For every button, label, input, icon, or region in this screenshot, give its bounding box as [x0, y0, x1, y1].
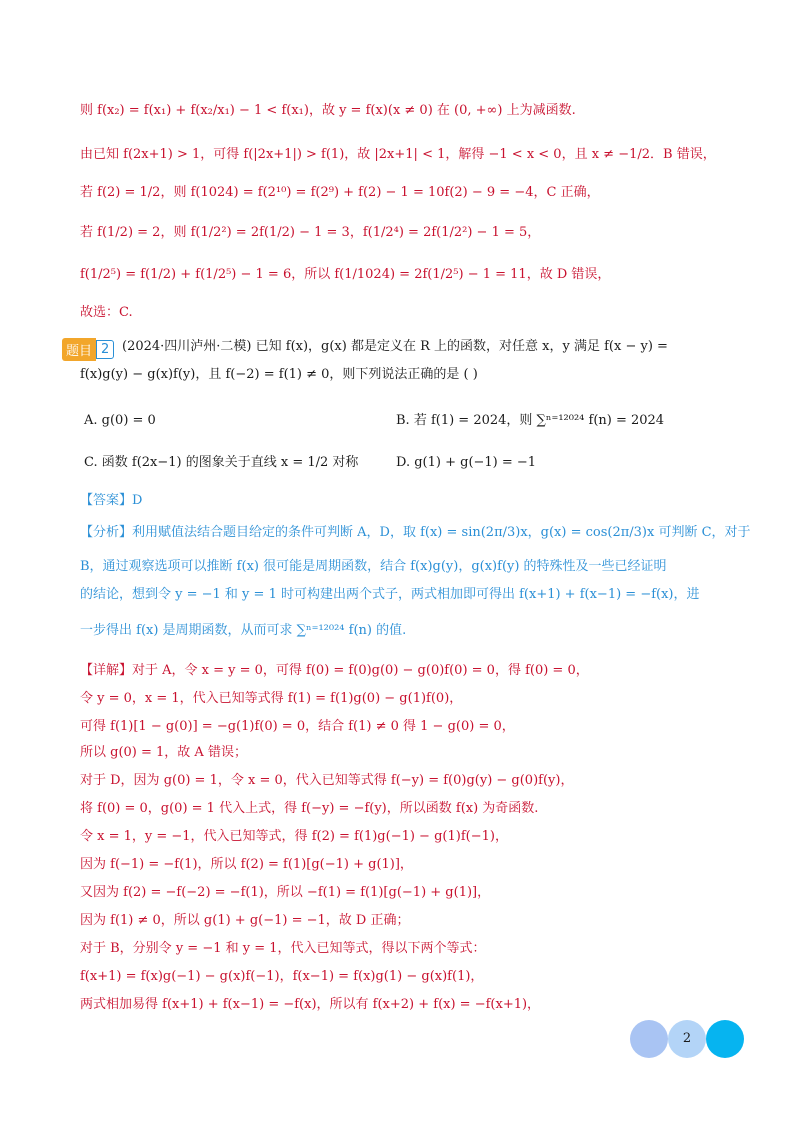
detail-line: 令 x = 1，y = −1，代入已知等式，得 f(2) = f(1)g(−1) − g(1)f(−1)， [80, 829, 508, 844]
detail-line: 因为 f(1) ≠ 0，所以 g(1) + g(−1) = −1，故 D 正确； [80, 913, 410, 928]
detail-line: 【详解】对于 A，令 x = y = 0，可得 f(0) = f(0)g(0) − g(0)f(0) = 0，得 f(0) = 0， [80, 663, 589, 678]
option-d: D. g(1) + g(−1) = −1 [396, 455, 537, 470]
detail-line: 所以 g(0) = 1，故 A 错误； [80, 745, 247, 760]
page-number: 2 [682, 1031, 692, 1046]
question-tag [62, 338, 114, 361]
solution-line: 若 f(2) = 1/2，则 f(1024) = f(2¹⁰) = f(2⁹) + f(2) − 1 = 10f(2) − 9 = −4，C 正确， [80, 185, 600, 200]
solution-line: 由已知 f(2x+1) > 1，可得 f(|2x+1|) > f(1)，故 |2x+1| < 1，解得 −1 < x < 0，且 x ≠ −1/2．B 错误， [80, 147, 716, 162]
option-a: A. g(0) = 0 [84, 413, 156, 428]
solution-line: 故选：C. [80, 305, 133, 320]
detail-line: 两式相加易得 f(x+1) + f(x−1) = −f(x)，所以有 f(x+2) + f(x) = −f(x+1)， [80, 997, 541, 1012]
page-number-badge [630, 1020, 744, 1058]
solution-line: 则 f(x₂) = f(x₁) + f(x₂/x₁) − 1 < f(x₁)，故 y = f(x)(x ≠ 0) 在 (0, +∞) 上为减函数. [80, 103, 576, 118]
detail-line: 可得 f(1)[1 − g(0)] = −g(1)f(0) = 0，结合 f(1) ≠ 0 得 1 − g(0) = 0， [80, 719, 515, 734]
answer: 【答案】D [80, 493, 143, 508]
detail-line: 将 f(0) = 0，g(0) = 1 代入上式，得 f(−y) = −f(y)，所以函数 f(x) 为奇函数. [80, 801, 539, 816]
analysis-line: 一步得出 f(x) 是周期函数，从而可求 ∑ⁿ⁼¹²⁰²⁴ f(n) 的值. [80, 623, 407, 638]
detail-line: 对于 D，因为 g(0) = 1，令 x = 0，代入已知等式得 f(−y) = f(0)g(y) − g(0)f(y)， [80, 773, 574, 788]
question-stem: f(x)g(y) − g(x)f(y)，且 f(−2) = f(1) ≠ 0，则下列说法正确的是 ( ) [80, 367, 478, 382]
question-stem: (2024·四川泸州·二模) 已知 f(x)，g(x) 都是定义在 R 上的函数，对任意 x，y 满足 f(x − y) = [122, 339, 668, 354]
badge-circle-right [706, 1020, 744, 1058]
solution-line: 若 f(1/2) = 2，则 f(1/2²) = 2f(1/2) − 1 = 3，f(1/2⁴) = 2f(1/2²) − 1 = 5， [80, 225, 541, 240]
detail-line: 因为 f(−1) = −f(1)，所以 f(2) = f(1)[g(−1) + g(1)]， [80, 857, 413, 872]
detail-line: 令 y = 0，x = 1，代入已知等式得 f(1) = f(1)g(0) − g(1)f(0)， [80, 691, 463, 706]
detail-line: f(x+1) = f(x)g(−1) − g(x)f(−1)，f(x−1) = f(x)g(1) − g(x)f(1)， [80, 969, 484, 984]
question-tag-label: 题目 [62, 338, 96, 361]
analysis-line: 【分析】利用赋值法结合题目给定的条件可判断 A，D，取 f(x) = sin(2π/3)x，g(x) = cos(2π/3)x 可判断 C，对于 [80, 525, 751, 540]
option-c: C. 函数 f(2x−1) 的图象关于直线 x = 1/2 对称 [84, 455, 359, 470]
analysis-line: 的结论，想到令 y = −1 和 y = 1 时可构建出两个式子，两式相加即可得出 f(x+1) + f(x−1) = −f(x)，进 [80, 587, 700, 602]
analysis-line: B，通过观察选项可以推断 f(x) 很可能是周期函数，结合 f(x)g(y)，g(x)f(y) 的特殊性及一些已经证明 [80, 559, 667, 574]
detail-line: 又因为 f(2) = −f(−2) = −f(1)，所以 −f(1) = f(1)[g(−1) + g(1)]， [80, 885, 491, 900]
option-b: B. 若 f(1) = 2024，则 ∑ⁿ⁼¹²⁰²⁴ f(n) = 2024 [396, 413, 665, 428]
detail-line: 对于 B，分别令 y = −1 和 y = 1，代入已知等式，得以下两个等式： [80, 941, 486, 956]
question-tag-number: 2 [96, 340, 114, 359]
solution-line: f(1/2⁵) = f(1/2) + f(1/2⁵) − 1 = 6，所以 f(1/1024) = 2f(1/2⁵) − 1 = 11，故 D 错误， [80, 267, 611, 282]
badge-circle-left [630, 1020, 668, 1058]
